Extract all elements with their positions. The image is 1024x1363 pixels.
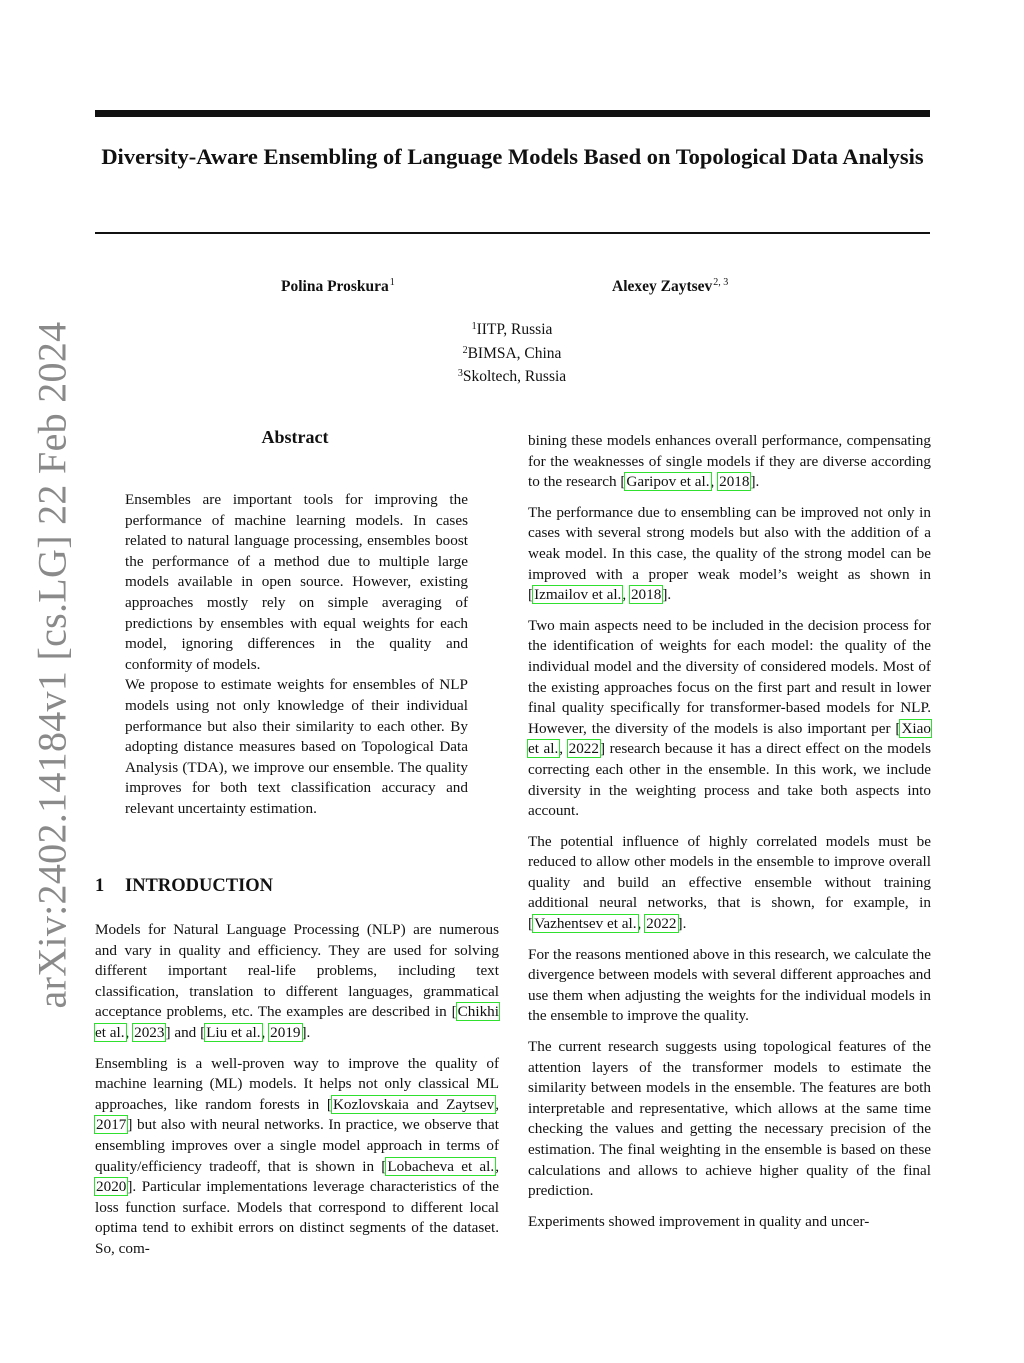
citation-link[interactable]: Xiao et al. bbox=[528, 719, 931, 758]
title-rule-bottom bbox=[95, 232, 930, 234]
citation-link[interactable]: 2023 bbox=[134, 1023, 165, 1041]
affiliations bbox=[312, 317, 712, 388]
citation-link[interactable]: 2022 bbox=[568, 740, 599, 758]
affiliation-3: $^3$Skoltech, Russia bbox=[457, 368, 567, 386]
citation-link[interactable]: Liu et al. bbox=[206, 1023, 261, 1041]
section-number: 1 bbox=[95, 876, 105, 896]
author-name: Polina Proskura bbox=[281, 278, 389, 295]
citation-link[interactable]: Kozlovskaia and Zaytsev bbox=[332, 1095, 495, 1113]
left-column bbox=[95, 920, 499, 1270]
arxiv-identifier: arXiv:2402.14184v1 [cs.LG] 22 Feb 2024 bbox=[29, 321, 75, 1009]
citation-link[interactable]: Vazhentsev et al. bbox=[534, 915, 637, 933]
abstract-body bbox=[125, 490, 468, 820]
section-title: INTRODUCTION bbox=[125, 876, 274, 896]
author-affiliation-mark: 2, 3 bbox=[713, 277, 729, 288]
author-2 bbox=[612, 277, 728, 296]
intro-paragraph-3: bining these models enhances overall performance, compensating for the weaknesses of single models if they are diverse according to the research [Garipov et al., 2018]. bbox=[528, 432, 931, 491]
citation-link[interactable]: 2019 bbox=[270, 1023, 301, 1041]
citation-link[interactable]: 2022 bbox=[646, 915, 677, 933]
citation-link[interactable]: 2018 bbox=[719, 473, 750, 491]
right-column bbox=[528, 431, 931, 1242]
author-name: Alexey Zaytsev bbox=[612, 278, 713, 295]
affiliation-1: $^1$IITP, Russia bbox=[471, 321, 553, 338]
citation-link[interactable]: 2020 bbox=[96, 1178, 127, 1196]
intro-paragraph-2: Ensembling is a well-proven way to improve the quality of machine learning (ML) models. It helps not only classical ML approaches, like random forests in [Kozlovskaia and Zaytsev, 2017] but also with neural networks. In practice, we observe that ensembling improves over a single model approach in terms of quality/efficiency tradeoff, that is shown in [Lobacheva et al., 2020]. Particular implementations leverage characteristics of the loss function surface. Models that correspond to different local optima tend to exhibit errors on distinct segments of the dataset. So, com- bbox=[95, 1054, 499, 1257]
paper-title: Diversity-Aware Ensembling of Language Models Based on Topological Data Analysis bbox=[101, 144, 924, 169]
section-heading-introduction bbox=[95, 876, 273, 897]
citation-link[interactable]: Lobacheva et al. bbox=[387, 1157, 495, 1175]
intro-paragraph-5: Two main aspects need to be included in the decision process for the identification of weights for each model: the quality of the individual model and the diversity of considered models. Most of the existing approaches focus on the first part and result in lower final quality specifically for transformer-based models for NLP. However, the diversity of the models is also important per [Xiao et al., 2022] research because it has a direct effect on the models correcting each other in the ensemble. In this work, we include diversity in the weighting process and take both aspects into account. bbox=[528, 616, 931, 820]
intro-paragraph-1: Models for Natural Language Processing (NLP) are numerous and vary in quality and efficiency. They are used for solving different important real-life problems, including text classification, translation to different languages, grammatical acceptance problems, etc. The examples are described in [Chikhi et al., 2023] and [Liu et al., 2019]. bbox=[95, 921, 499, 1041]
citation-link[interactable]: 2017 bbox=[96, 1116, 127, 1134]
abstract-paragraph-2: We propose to estimate weights for ensembles of NLP models using not only knowledge of their individual performance but also their similarity to each other. By adopting distance measures based on Topological Data Analysis (TDA), we improve our ensemble. The quality improves for both text classification accuracy and relevant uncertainty estimation. bbox=[125, 676, 468, 817]
title-rule-top bbox=[95, 110, 930, 117]
affiliation-2: $^2$BIMSA, China bbox=[462, 344, 562, 362]
citation-link[interactable]: Chikhi et al. bbox=[95, 1003, 499, 1041]
author-affiliation-mark: 1 bbox=[389, 277, 395, 288]
citation-link[interactable]: 2018 bbox=[630, 586, 662, 604]
abstract-heading: Abstract bbox=[261, 427, 329, 447]
intro-paragraph-9: Experiments showed improvement in quality and uncer- bbox=[528, 1212, 870, 1230]
intro-paragraph-4: The performance due to ensembling can be improved not only in cases with several strong models but also with the addition of a weak model. In this case, the quality of the strong model can be improved with a proper weak model’s weight as shown in [Izmailov et al., 2018]. bbox=[528, 503, 931, 604]
abstract-paragraph-1: Ensembles are important tools for improving the performance of machine learning models. In cases related to natural language processing, ensembles boost the performance of a method due to multiple large models available in open source. However, existing approaches mostly rely on simple averaging of predictions by ensembles with equal weights for each model, ignoring differences in the quality and conformity of models. bbox=[125, 491, 468, 673]
citation-link[interactable]: Garipov et al. bbox=[626, 473, 710, 491]
citation-link[interactable]: Izmailov et al. bbox=[534, 586, 622, 604]
intro-paragraph-7: For the reasons mentioned above in this research, we calculate the divergence between models with several different approaches and use them when adjusting the weights for the individual models in the ensemble to improve the quality. bbox=[528, 945, 931, 1025]
author-1 bbox=[281, 277, 395, 296]
intro-paragraph-8: The current research suggests using topological features of the attention layers of the transformer models to estimate the similarity between models in the ensemble. The features are both interpretable and representative, which allows at the same time checking the values and getting the necessary precision of the estimation. The final weighting in the ensemble is based on these calculations and allows to achieve higher quality of the final prediction. bbox=[528, 1038, 931, 1200]
intro-paragraph-6: The potential influence of highly correlated models must be reduced to allow other models in the ensemble to improve overall quality and build an effective ensemble without training additional neural networks, that is shown, for example, in [Vazhentsev et al., 2022]. bbox=[528, 832, 931, 933]
